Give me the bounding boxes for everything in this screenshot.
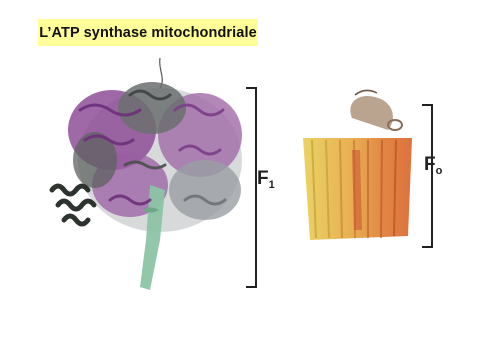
f1-complex bbox=[52, 58, 242, 290]
fo-bracket bbox=[422, 105, 432, 247]
fo-label: $F_o$ bbox=[424, 154, 443, 177]
fo-complex bbox=[303, 90, 412, 240]
f1-bracket bbox=[246, 88, 256, 287]
f1-label: $F_1$ bbox=[257, 168, 275, 191]
slide-title: L’ATP synthase mitochondriale bbox=[38, 19, 258, 46]
